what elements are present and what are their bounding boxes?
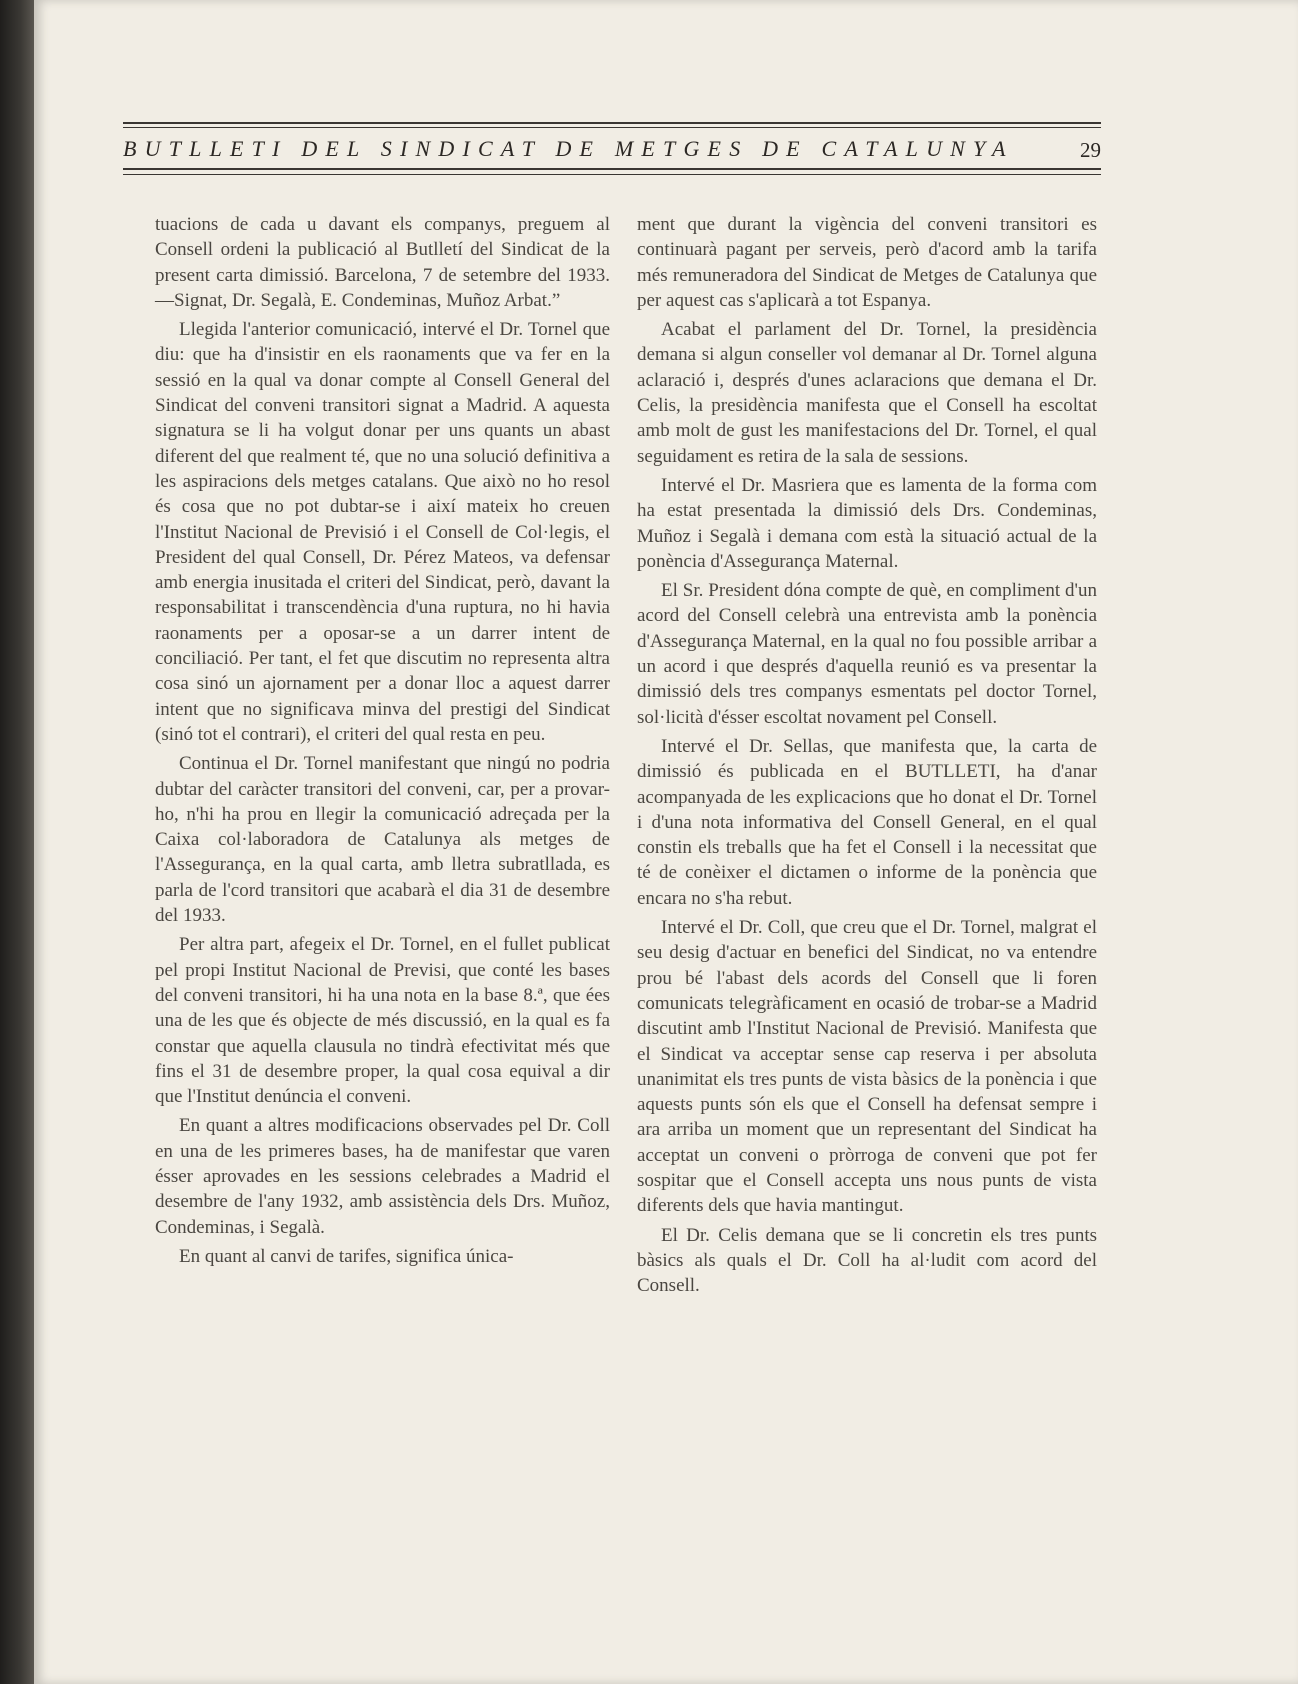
paragraph: Intervé el Dr. Masriera que es lamenta de la forma com ha estat presentada la dimissió dels Drs. Condeminas, Muñoz i Segalà i demana com està la situació actual de la ponència d'Assegurança Maternal. (637, 474, 1097, 572)
header-rule-top-thin (123, 127, 1101, 128)
header-rule-bottom-thin (123, 174, 1101, 175)
paragraph: El Sr. President dóna compte de què, en compliment d'un acord del Consell celebrà una entrevista amb la ponència d'Assegurança Maternal, en la qual no fou possible arribar a un acord i que després d'aquella reunió es va presentar la dimissió dels tres companys esmentats pel doctor Tornel, sol·licità d'ésser escoltat novament pel Consell. (637, 580, 1097, 728)
book-spine (0, 0, 34, 1684)
paragraph: Llegida l'anterior comunicació, intervé el Dr. Tornel que diu: que ha d'insistir en els raonaments que va fer en la sessió en la qual va donar compte al Consell General del Sindicat del conveni transitori signat a Madrid. A aquesta signatura se li ha volgut donar per uns quants un abast diferent del que realment té, que no una solució definitiva a les aspiracions dels metges catalans. Que això no ho resol és cosa que no pot dubtar-se i així mateix ho creuen l'Institut Nacional de Previsió i el Consell de Col·legis, el President del qual Consell, Dr. Pérez Mateos, va defensar amb energia inusitada el criteri del Sindicat, però, davant la responsabilitat i transcendència d'una ruptura, no hi havia raonaments per a oposar-se a un darrer intent de conciliació. Per tant, el fet que discutim no representa altra cosa sinó un ajornament per a donar lloc a aquest darrer intent que no significava minva del prestigi del Sindicat (sinó tot el contrari), el criteri del qual resta en peu. (155, 319, 610, 745)
running-header (123, 118, 1101, 182)
paragraph: En quant al canvi de tarifes, significa única- (179, 1245, 514, 1267)
document-page (34, 0, 1298, 1684)
paragraph: Per altra part, afegeix el Dr. Tornel, en el fullet publicat pel propi Institut Nacional de Previsi, que conté les bases del conveni transitori, hi ha una nota en la base 8.ª, que ées una de les que és objecte de més discussió, en la qual es fa constar que aquella clausula no tindrà efectivitat més que fins el 31 de desembre proper, la qual cosa equival a dir que l'Institut denúncia el conveni. (155, 934, 610, 1108)
paragraph: Intervé el Dr. Coll, que creu que el Dr. Tornel, malgrat el seu desig d'actuar en benefici del Sindicat, no va entendre prou bé l'abast dels acords del Consell que li foren comunicats telegràficament en ocasió de trobar-se a Madrid discutint amb l'Institut Nacional de Previsió. Manifesta que el Sindicat va acceptar sense cap reserva i per absoluta unanimitat els tres punts de vista bàsics de la ponència i que aquests punts són els que el Consell ha defensat sempre i ara arriba un moment que un representant del Sindicat ha acceptat un conveni o pròrroga de conveni que pot fer sospitar que el Consell accepta uns nous punts de vista diferents dels que havia mantingut. (637, 917, 1097, 1217)
paragraph: Continua el Dr. Tornel manifestant que ningú no podria dubtar del caràcter transitori del conveni, car, per a provar-ho, n'hi ha prou en llegir la comunicació adreçada per la Caixa col·laboradora de Catalunya als metges de l'Assegurança, en la qual carta, amb lletra subratllada, es parla de l'cord transitori que acabarà el dia 31 de desembre del 1933. (155, 753, 610, 927)
header-rule-top (123, 122, 1101, 124)
paragraph: En quant a altres modificacions observades pel Dr. Coll en una de les primeres bases, ha de manifestar que varen ésser aprovades en les sessions celebrades a Madrid el desembre de l'any 1932, amb assistència dels Drs. Muñoz, Condeminas, i Segalà. (155, 1115, 610, 1238)
paragraph: Acabat el parlament del Dr. Tornel, la presidència demana si algun conseller vol demanar al Dr. Tornel alguna aclaració i, després d'unes aclaracions que demana el Dr. Celis, la presidència manifesta que el Consell ha escoltat amb molt de gust les manifestacions del Dr. Tornel, el qual seguidament es retira de la sala de sessions. (637, 319, 1097, 467)
journal-title: BUTLLETI DEL SINDICAT DE METGES DE CATALUNYA (123, 136, 1014, 161)
page-number: 29 (1080, 138, 1101, 162)
header-rule-bottom (123, 168, 1101, 170)
paragraph: tuacions de cada u davant els companys, preguem al Consell ordeni la publicació al Butlletí del Sindicat de la present carta dimissió. Barcelona, 7 de setembre del 1933.—Signat, Dr. Segalà, E. Condeminas, Muñoz Arbat.” (155, 214, 610, 311)
right-column (637, 212, 1097, 1302)
left-column (155, 212, 610, 1273)
paragraph: ment que durant la vigència del conveni transitori es continuarà pagant per serveis, però d'acord amb la tarifa més remuneradora del Sindicat de Metges de Catalunya que per aquest cas s'aplicarà a tot Espanya. (637, 214, 1097, 311)
paragraph: Intervé el Dr. Sellas, que manifesta que, la carta de dimissió és publicada en el BUTLLETI, ha d'anar acompanyada de les explicacions que ho donat el Dr. Tornel i d'una nota informativa del Consell General, en el qual constin els treballs que ha fet el Consell i la necessitat que té de conèixer el dictamen o informe de la ponència que encara no s'ha rebut. (637, 735, 1097, 909)
paragraph: El Dr. Celis demana que se li concretin els tres punts bàsics als quals el Dr. Coll ha al·ludit com acord del Consell. (637, 1224, 1097, 1297)
